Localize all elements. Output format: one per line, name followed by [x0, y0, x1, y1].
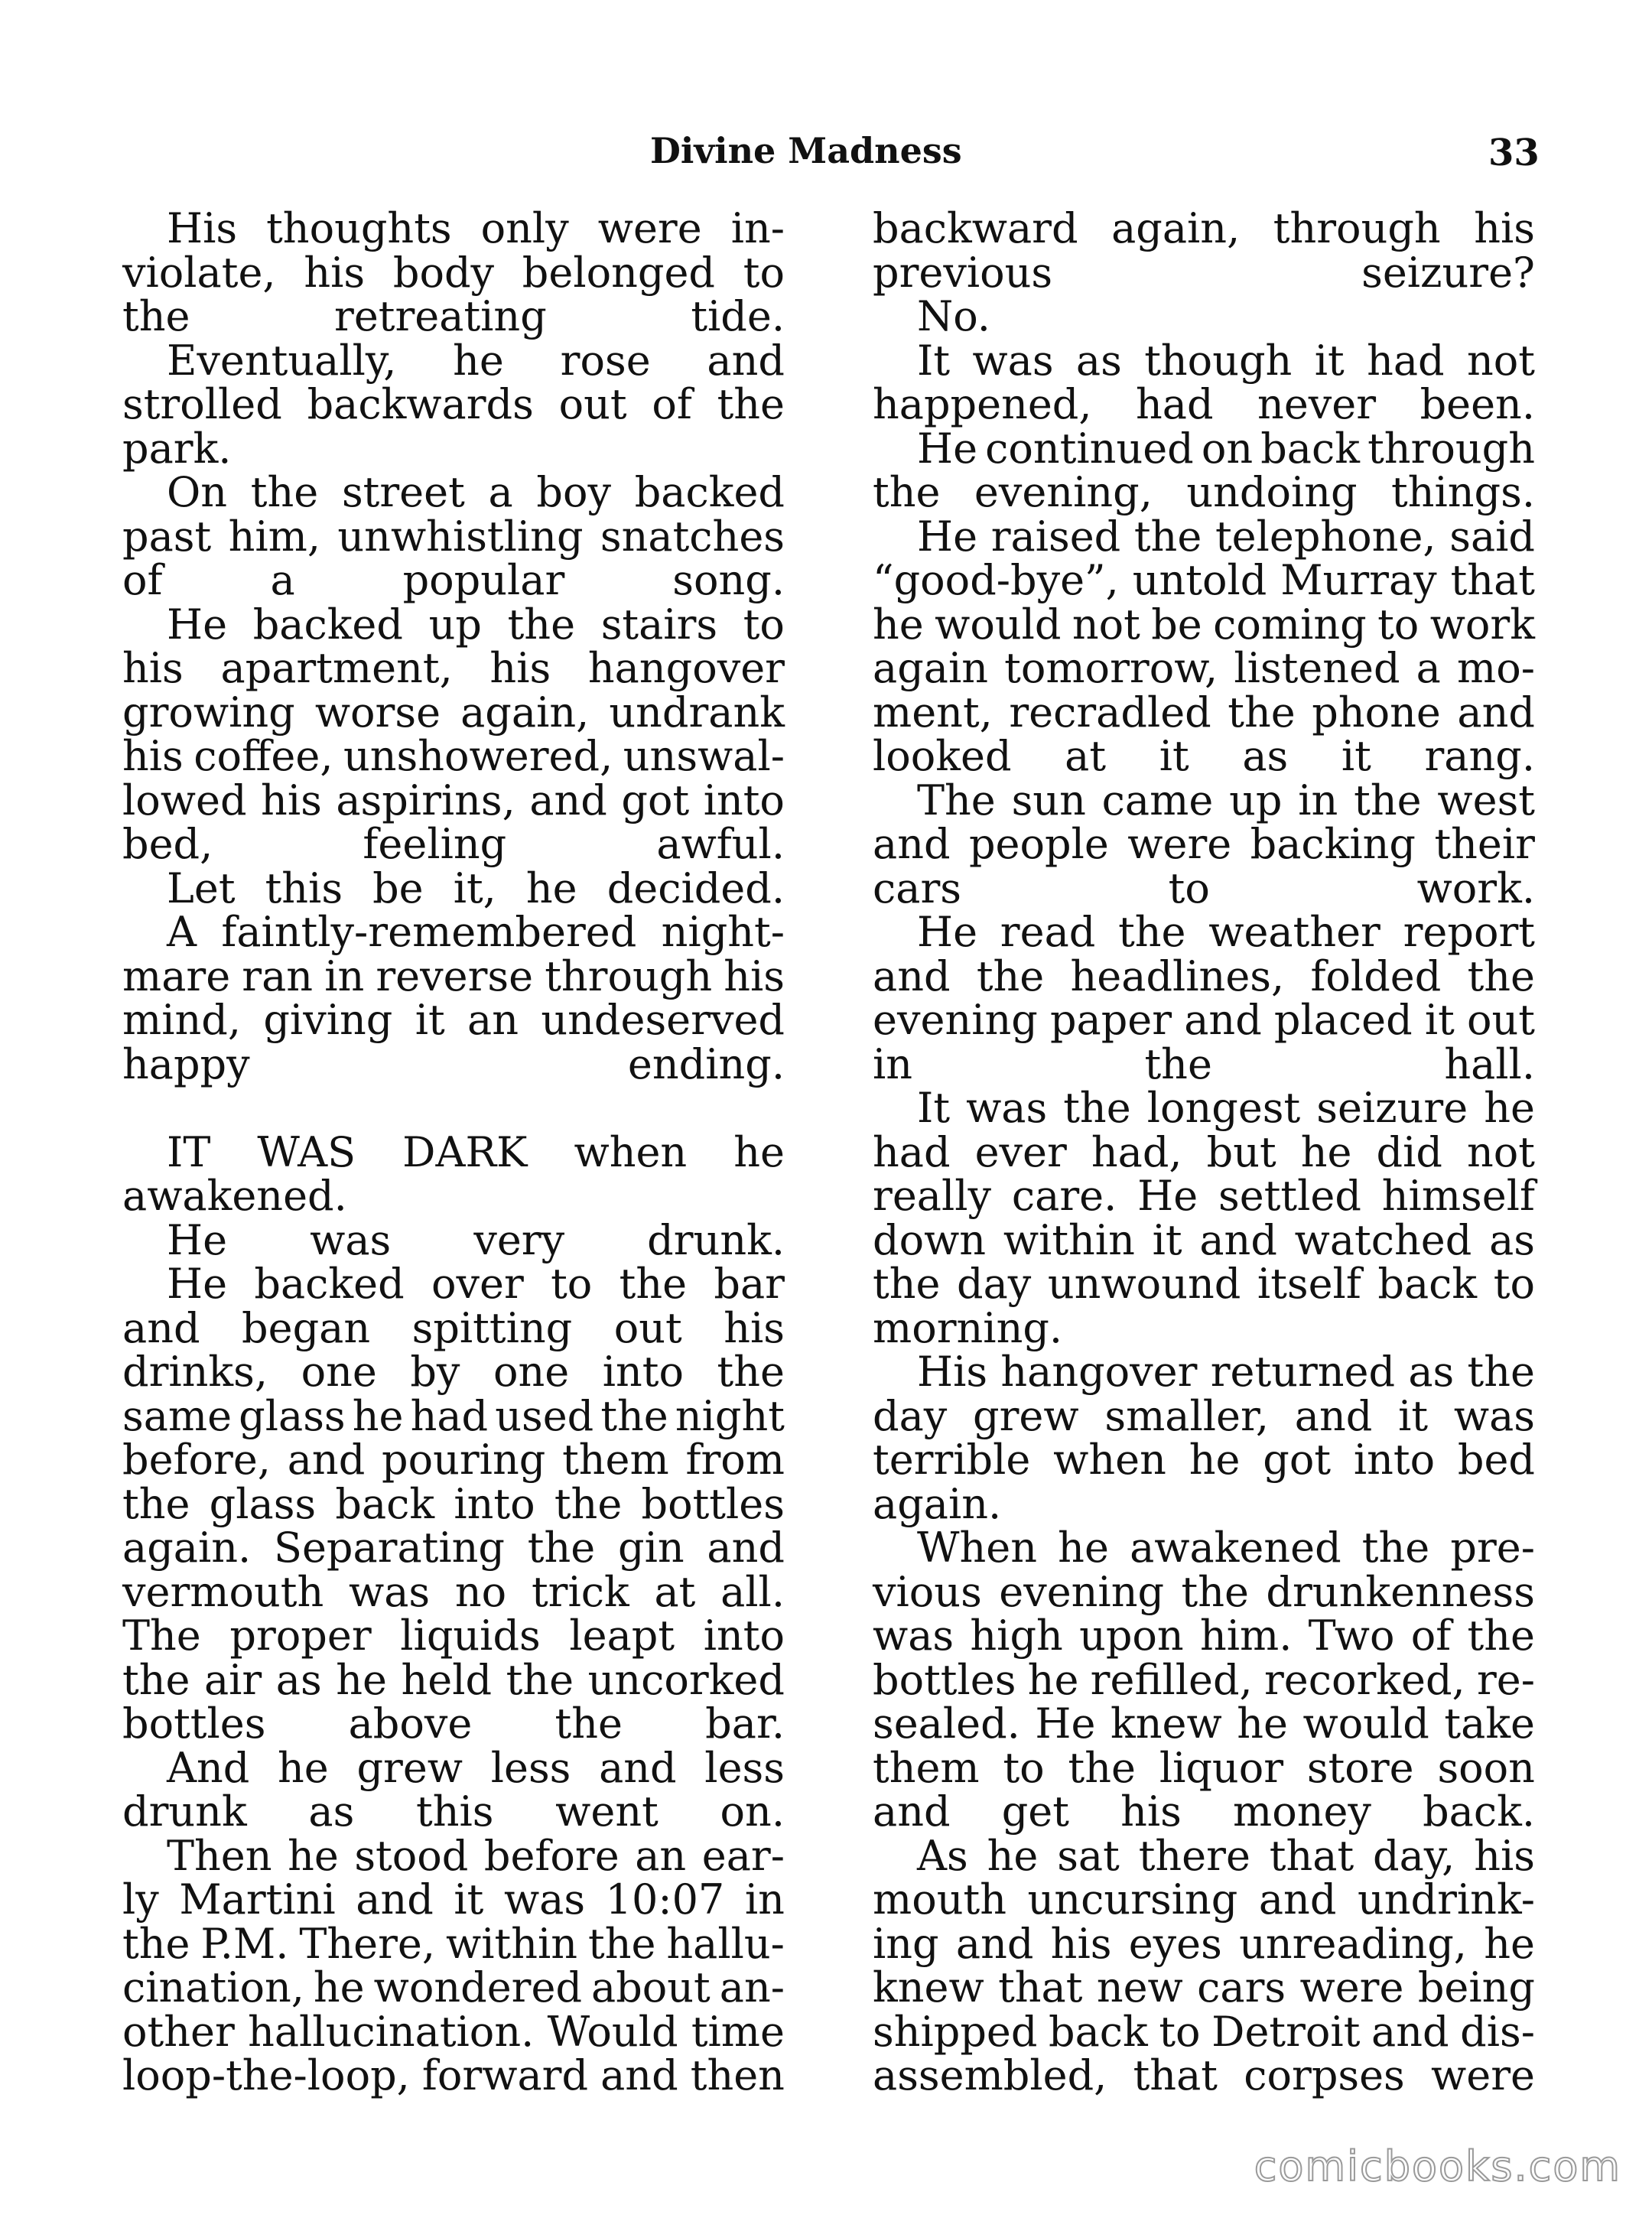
- text-line: It was as though it had not: [917, 336, 1535, 385]
- text-line: loop-the-loop, forward and then: [122, 2051, 785, 2099]
- text-line: other hallucination. Would time: [122, 2007, 785, 2056]
- text-line: He backed up the stairs to: [167, 600, 785, 649]
- text-line: A faintly-remembered night-: [167, 908, 785, 956]
- text-line: previous seizure?: [873, 248, 1535, 297]
- text-line: Eventually, he rose and: [167, 336, 785, 385]
- text-line: bottles above the bar.: [122, 1699, 785, 1748]
- text-line: “good-bye”, untold Murray that: [873, 556, 1535, 604]
- text-line: same glass he had used the night: [122, 1391, 785, 1440]
- text-line: He was very drunk.: [167, 1215, 785, 1264]
- text-line: He read the weather report: [917, 908, 1535, 956]
- text-line: ing and his eyes unreading, he: [873, 1919, 1535, 1968]
- text-line: The proper liquids leapt into: [122, 1611, 785, 1660]
- text-line: He raised the telephone, said: [917, 512, 1535, 561]
- text-line: On the street a boy backed: [167, 468, 785, 516]
- text-line: lowed his aspirins, and got into: [122, 776, 785, 824]
- text-line: cars to work.: [873, 863, 1535, 912]
- text-line: happened, had never been.: [873, 380, 1535, 428]
- text-line: The sun came up in the west: [917, 776, 1535, 824]
- text-column-right: [873, 204, 1535, 2099]
- text-line: vious evening the drunkenness: [873, 1567, 1535, 1616]
- watermark-logo: comicbooks.com: [1254, 2142, 1621, 2190]
- text-line: and people were backing their: [873, 820, 1535, 868]
- text-line: again tomorrow, listened a mo-: [873, 644, 1535, 692]
- text-line: the P.M. There, within the hallu-: [122, 1919, 785, 1968]
- text-line: the retreating tide.: [122, 292, 785, 340]
- text-line: morning.: [873, 1303, 1063, 1352]
- text-line: Let this be it, he decided.: [167, 863, 785, 912]
- text-line: backward again, through his: [873, 204, 1535, 252]
- text-line: them to the liquor store soon: [873, 1743, 1535, 1792]
- text-line: the air as he held the uncorked: [122, 1655, 785, 1704]
- text-line: down within it and watched as: [873, 1215, 1535, 1264]
- text-line: IT WAS DARK when he: [167, 1127, 785, 1176]
- text-line: growing worse again, undrank: [122, 688, 785, 737]
- text-line: knew that new cars were being: [873, 1963, 1535, 2011]
- text-line: in the hall.: [873, 1039, 1535, 1088]
- text-line: ly Martini and it was 10:07 in: [122, 1875, 785, 1924]
- text-line: His hangover returned as the: [917, 1348, 1535, 1396]
- text-line: ment, recradled the phone and: [873, 688, 1535, 737]
- text-line: awakened.: [122, 1172, 347, 1220]
- text-line: He continued on back through: [917, 424, 1535, 473]
- text-line: When he awakened the pre-: [917, 1524, 1535, 1572]
- text-column-left: [122, 204, 785, 2099]
- text-line: again. Separating the gin and: [122, 1524, 785, 1572]
- text-line: mare ran in reverse through his: [122, 951, 785, 1000]
- text-line: cination, he wondered about an-: [122, 1963, 785, 2011]
- text-line: mouth uncursing and undrink-: [873, 1875, 1535, 1924]
- text-line: Then he stood before an ear-: [167, 1831, 785, 1880]
- text-line: No.: [917, 292, 990, 340]
- text-line: [122, 1086, 785, 1130]
- text-line: and began spitting out his: [122, 1303, 785, 1352]
- text-line: past him, unwhistling snatches: [122, 512, 785, 561]
- text-line: looked at it as it rang.: [873, 732, 1535, 780]
- text-line: As he sat there that day, his: [917, 1831, 1535, 1880]
- text-line: sealed. He knew he would take: [873, 1699, 1535, 1748]
- text-line: of a popular song.: [122, 556, 785, 604]
- text-line: mind, giving it an undeserved: [122, 996, 785, 1044]
- text-line: It was the longest seizure he: [917, 1084, 1535, 1132]
- text-line: again.: [873, 1479, 1002, 1528]
- text-line: park.: [122, 424, 232, 473]
- text-line: and the headlines, folded the: [873, 951, 1535, 1000]
- text-line: strolled backwards out of the: [122, 380, 785, 428]
- text-line: the glass back into the bottles: [122, 1479, 785, 1528]
- text-line: bed, feeling awful.: [122, 820, 785, 868]
- text-line: evening paper and placed it out: [873, 996, 1535, 1044]
- text-line: assembled, that corpses were: [873, 2051, 1535, 2099]
- text-line: the day unwound itself back to: [873, 1260, 1535, 1308]
- text-line: his coffee, unshowered, unswal-: [122, 732, 785, 780]
- text-line: violate, his body belonged to: [122, 248, 785, 297]
- text-line: vermouth was no trick at all.: [122, 1567, 785, 1616]
- text-line: happy ending.: [122, 1039, 785, 1088]
- text-line: really care. He settled himself: [873, 1172, 1535, 1220]
- text-line: the evening, undoing things.: [873, 468, 1535, 516]
- text-line: had ever had, but he did not: [873, 1127, 1535, 1176]
- page-number: 33: [1488, 132, 1540, 174]
- text-line: shipped back to Detroit and dis-: [873, 2007, 1535, 2056]
- text-line: bottles he refilled, recorked, re-: [873, 1655, 1535, 1704]
- text-line: day grew smaller, and it was: [873, 1391, 1535, 1440]
- text-line: His thoughts only were in-: [167, 204, 785, 252]
- text-line: and get his money back.: [873, 1787, 1535, 1836]
- text-line: He backed over to the bar: [167, 1260, 785, 1308]
- text-line: drunk as this went on.: [122, 1787, 785, 1836]
- text-line: his apartment, his hangover: [122, 644, 785, 692]
- text-line: And he grew less and less: [167, 1743, 785, 1792]
- text-line: terrible when he got into bed: [873, 1436, 1535, 1484]
- text-line: before, and pouring them from: [122, 1436, 785, 1484]
- running-title: Divine Madness: [650, 130, 962, 171]
- text-line: he would not be coming to work: [873, 600, 1535, 649]
- text-line: was high upon him. Two of the: [873, 1611, 1535, 1660]
- text-line: drinks, one by one into the: [122, 1348, 785, 1396]
